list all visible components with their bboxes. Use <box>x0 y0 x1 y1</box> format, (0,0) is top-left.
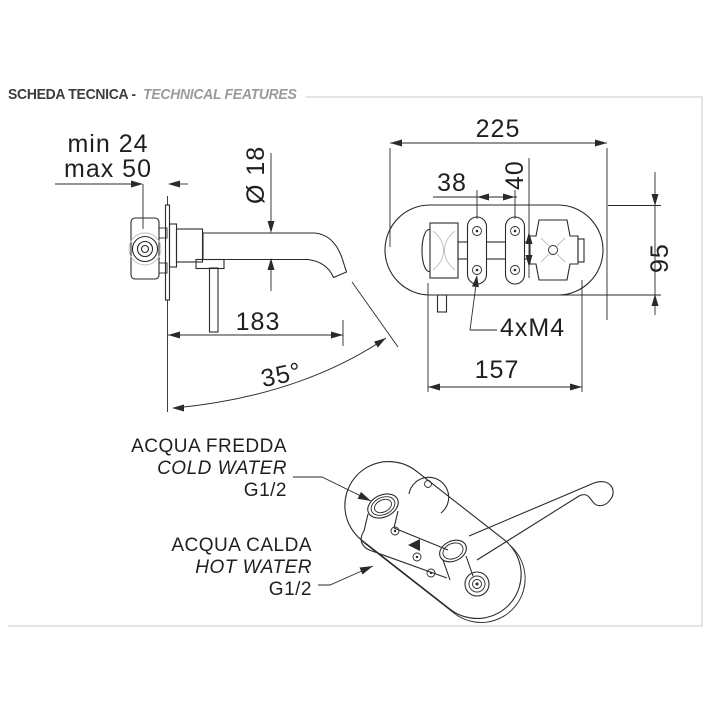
sheet-subtitle: TECHNICAL FEATURES <box>143 86 297 103</box>
dim-spout-diameter: Ø 18 <box>242 145 270 204</box>
front-view-drawing <box>385 115 674 392</box>
cold-water-thread: G1/2 <box>243 480 287 501</box>
sheet-header <box>8 86 306 104</box>
spout <box>203 233 347 278</box>
hot-water-label-en: HOT WATER <box>195 557 312 578</box>
hot-water-thread: G1/2 <box>268 579 312 600</box>
wall-plate-perspective <box>327 444 539 636</box>
left-handle <box>430 223 458 278</box>
side-view-drawing <box>55 130 398 412</box>
rough-in-body <box>131 218 159 279</box>
dim-valve-centers: 157 <box>474 356 520 384</box>
wall-plate-edge <box>166 205 170 300</box>
sheet-title: SCHEDA TECNICA - <box>8 86 136 103</box>
hot-water-label-it: ACQUA CALDA <box>171 535 312 556</box>
dim-plate-width: 225 <box>475 115 521 143</box>
screws-label: 4xM4 <box>500 314 566 342</box>
dim-screw-spacing-v: 40 <box>501 160 529 190</box>
dim-spout-reach: 183 <box>235 308 281 336</box>
dim-spout-angle: 35° <box>258 357 305 394</box>
dim-plate-height: 95 <box>646 243 674 273</box>
dim-depth-min: min 24 <box>67 130 149 158</box>
right-handle <box>530 220 578 280</box>
dim-screw-spacing-h: 38 <box>437 169 467 197</box>
dim-depth-max: max 50 <box>64 155 152 183</box>
cold-water-label-it: ACQUA FREDDA <box>131 436 287 457</box>
cold-water-label-en: COLD WATER <box>157 458 287 479</box>
perspective-view-drawing <box>131 436 613 640</box>
